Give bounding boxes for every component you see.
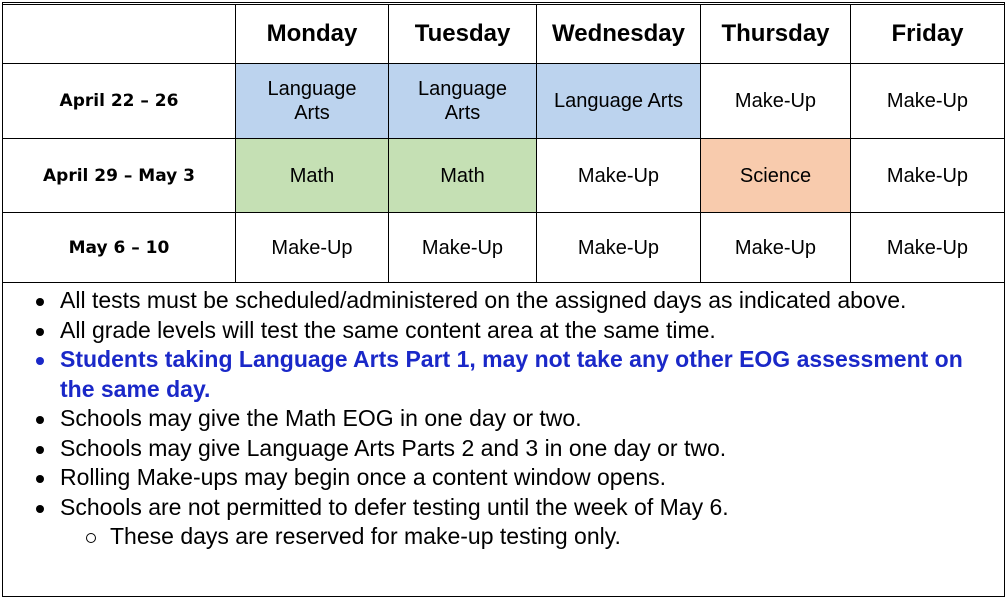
note-item	[30, 434, 990, 464]
note-subitem	[30, 522, 990, 552]
week-row	[3, 64, 1005, 139]
bullet-icon	[36, 505, 44, 513]
schedule-cell: Language Arts	[537, 64, 701, 139]
note-item	[30, 286, 990, 316]
week-label: April 22 – 26	[3, 64, 236, 139]
note-text: Schools are not permitted to defer testing until the week of May 6.	[60, 493, 729, 520]
note-item	[30, 463, 990, 493]
bullet-icon	[36, 298, 44, 306]
header-wednesday: Wednesday	[537, 5, 701, 64]
schedule-cell: Science	[701, 139, 851, 213]
header-row	[3, 5, 1005, 64]
note-item	[30, 316, 990, 346]
note-text: Rolling Make-ups may begin once a content window opens.	[60, 464, 667, 490]
bullet-icon	[36, 357, 44, 365]
schedule-cell: Math	[389, 139, 537, 213]
schedule-cell: Make-Up	[389, 213, 537, 283]
header-thursday: Thursday	[701, 5, 851, 64]
note-item	[30, 404, 990, 434]
schedule-cell: Make-Up	[701, 213, 851, 283]
week-label: April 29 – May 3	[3, 139, 236, 213]
schedule-cell: Language Arts	[389, 64, 537, 139]
note-text: These days are reserved for make-up testing only.	[110, 523, 621, 549]
note-text: Schools may give the Math EOG in one day or two.	[60, 405, 582, 431]
schedule-cell: Make-Up	[236, 213, 389, 283]
note-text: All grade levels will test the same content area at the same time.	[60, 316, 716, 343]
note-item-emphasized	[30, 345, 990, 404]
schedule-cell: Math	[236, 139, 389, 213]
corner-cell	[3, 5, 236, 64]
header-tuesday: Tuesday	[389, 5, 537, 64]
week-row	[3, 139, 1005, 213]
bullet-icon	[36, 446, 44, 454]
schedule-cell: Make-Up	[851, 213, 1005, 283]
bullet-icon	[36, 475, 44, 483]
note-item	[30, 493, 990, 523]
schedule-cell: Language Arts	[236, 64, 389, 139]
schedule-cell: Make-Up	[537, 139, 701, 213]
testing-notes-list	[30, 286, 990, 552]
week-label: May 6 – 10	[3, 213, 236, 283]
bullet-icon	[36, 416, 44, 424]
header-friday: Friday	[851, 5, 1005, 64]
hollow-bullet-icon	[86, 533, 96, 543]
week-row	[3, 213, 1005, 283]
note-text: Schools may give Language Arts Parts 2 and 3 in one day or two.	[60, 434, 727, 461]
note-text: Students taking Language Arts Part 1, may not take any other EOG assessment on the same day.	[60, 346, 963, 402]
note-text: All tests must be scheduled/administered on the assigned days as indicated above.	[60, 287, 907, 313]
schedule-cell: Make-Up	[537, 213, 701, 283]
bullet-icon	[36, 328, 44, 336]
schedule-cell: Make-Up	[701, 64, 851, 139]
schedule-cell: Make-Up	[851, 64, 1005, 139]
schedule-cell: Make-Up	[851, 139, 1005, 213]
header-monday: Monday	[236, 5, 389, 64]
testing-schedule-table	[2, 4, 1005, 283]
